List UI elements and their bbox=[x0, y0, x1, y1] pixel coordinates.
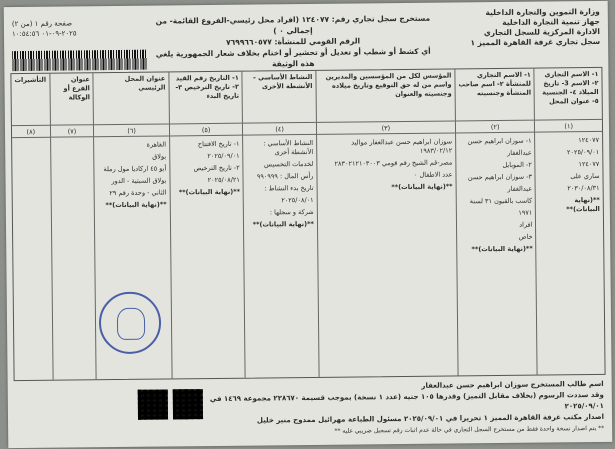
cell-line: ٢٠٢٥/٠٨/٠١ bbox=[281, 195, 314, 205]
document-page bbox=[4, 1, 613, 448]
column-number: (١) bbox=[535, 120, 602, 133]
end-of-data: **(نهاية البيانات)** bbox=[178, 187, 241, 197]
print-timestamp: ٢٠٢٥-٠٩-٠١ ١٠:٥٤:٥٦ bbox=[11, 29, 77, 39]
title-line: أي كشط أو شطب أو تعديل أو تحشير أو اختام بخلاف شعار الجمهورية يلغي هذه الوثيقة bbox=[155, 46, 431, 69]
column-number: (٨) bbox=[12, 126, 50, 138]
column-2 bbox=[454, 69, 537, 376]
column-header: التأشيرات bbox=[11, 74, 49, 126]
cell-line: ساري على bbox=[570, 171, 600, 181]
footer-line: اسم طالب المستخرج سوزان ابراهيم حسن عبدالغفار bbox=[421, 379, 604, 390]
cell-line: مصر-قم الشيخ رقم قومي ٢٨٣٠٢١٢١٠٣٠٠٣ bbox=[334, 158, 453, 168]
column-1 bbox=[534, 68, 605, 375]
column-number: (٤) bbox=[243, 123, 316, 136]
end-of-data: **(نهاية البيانات)** bbox=[105, 200, 167, 210]
cell-line: كاسب بالقيون ٣١ لسنة bbox=[469, 196, 533, 206]
column-body bbox=[12, 138, 50, 146]
column-body bbox=[243, 135, 317, 237]
cell-line: شركة و سجلها : bbox=[269, 207, 314, 217]
footer-line: اصدار مكتب غرفة القاهرة المميز ١ تحريرا في ٢٠٢٥/٠٩/٠١ مسئول الطباعة مهرائيل ممدوح منير خليل bbox=[256, 412, 605, 425]
ministry-line: سجل تجاري غرفة القاهرة المميز ١ bbox=[470, 36, 601, 48]
page-info bbox=[12, 18, 132, 39]
cell-line: عبدالغفار bbox=[507, 148, 532, 157]
footer-notes bbox=[184, 379, 605, 438]
cell-line: ١٩٧١ bbox=[518, 208, 533, 217]
column-body bbox=[456, 133, 536, 262]
cell-line: افراد bbox=[519, 220, 533, 229]
column-body bbox=[51, 137, 94, 145]
cell-line: ٣- سوزان ابراهيم حسن bbox=[467, 172, 532, 182]
column-number: (٢) bbox=[456, 121, 535, 134]
column-number: (٣) bbox=[317, 121, 455, 134]
end-of-data: **(نهاية البيانات)** bbox=[391, 182, 453, 192]
cell-line: ١٢٤٠٧٧ bbox=[578, 135, 600, 145]
cell-line: تاريخ بدء النشاط : bbox=[264, 183, 314, 193]
cell-line: ٢- الموبايل bbox=[502, 160, 532, 169]
cell-line: ٢٠٢٥/٠٩/٠١ bbox=[207, 151, 240, 161]
column-header: المؤسس لكل من المؤسسين والمديرين واسم من له حق التوقيع وتاريخ ميلاده وجنسيته والعنوان bbox=[316, 69, 455, 122]
column-header: ١- التاريخ رقم القيد ٢- تاريخ الترخيص ٣- تاريخ البدء bbox=[169, 72, 242, 125]
column-number: (٥) bbox=[170, 124, 243, 137]
title-line: الرقم القومي للمنشأة: ٧٦٩٩٦٦٠٥٧٧ bbox=[226, 36, 361, 47]
footer-line: وقد سددت الرسوم (بخلاف مقابل التميز) وقدرها ١٠٥ جنيه (عدد ١ نسخة) بموجب قسيمة ٢٢٨٦٧٠ مجموعة ١٤٦٩ في ٢٠٢٥/٠٩/٠١ bbox=[209, 390, 604, 411]
register-table bbox=[10, 67, 605, 381]
column-body bbox=[317, 133, 456, 199]
title-line: مستخرج سجل تجاري رقم: ١٢٤٠٧٧ (افراد محل رئيسي-الفروع القائمة- من إجمالي ٠ ) bbox=[155, 13, 431, 36]
end-of-data: **(نهاية البيانات)** bbox=[471, 244, 533, 254]
column-3 bbox=[315, 69, 457, 376]
column-body bbox=[170, 136, 243, 205]
cell-line: عبدالغفار bbox=[507, 184, 533, 193]
column-number: (٧) bbox=[51, 125, 94, 137]
ministry-line: جهاز تنمية التجارة الداخلية bbox=[502, 16, 600, 27]
column-header: ١- الاسم التجاري للمنشأة ٢- اسم صاحب المنشأة وجنسيته bbox=[455, 69, 534, 122]
official-seal-stamp bbox=[99, 292, 162, 355]
column-5 bbox=[168, 72, 245, 379]
cell-line: ٢٠٣٠/٠٨/٣١ bbox=[567, 183, 600, 193]
column-number: (٦) bbox=[94, 124, 169, 137]
cell-line: ٢٠٢٥/٠٨/٢١ bbox=[207, 175, 240, 185]
end-of-data: **(نهاية البيانات)** bbox=[566, 195, 600, 214]
barcode bbox=[12, 50, 147, 71]
column-header: النشاط الأساسي - الأنشطة الأخرى bbox=[243, 71, 316, 124]
qr-code bbox=[173, 389, 203, 419]
column-header: ١- الاسم التجاري ٢- الاسم 3- تاريخ الميلاد ٤- الجنسية ٥- عنوان المحل bbox=[535, 68, 602, 121]
cell-line: لخدمات التخسيس bbox=[263, 159, 314, 169]
cell-line: رأس المال : ٩٩٠٩٩٩ bbox=[256, 171, 314, 181]
end-of-data: **(نهاية البيانات)** bbox=[252, 219, 314, 229]
cell-line: بولاق السبتية - الدور bbox=[111, 176, 167, 186]
cell-line: ١- سوزان ابراهيم حسن bbox=[467, 136, 532, 146]
column-4 bbox=[242, 71, 319, 378]
ministry-line: وزارة التموين والتجارة الداخلية bbox=[485, 6, 600, 18]
column-body bbox=[94, 136, 169, 217]
column-8 bbox=[11, 74, 52, 380]
cell-line: ٢- تاريخ الترخيص bbox=[193, 163, 240, 173]
cell-line: سوزان ابراهيم حسن عبدالغفار مواليد ١٩٨٣/٠٢/١٢ bbox=[351, 137, 453, 155]
column-header: عنوان المحل الرئيسي bbox=[94, 72, 169, 125]
cell-line: ١٢٤٠٧٧ bbox=[578, 159, 600, 169]
column-body bbox=[535, 132, 602, 222]
column-7 bbox=[49, 73, 96, 379]
ministry-header bbox=[450, 7, 600, 49]
ministry-line: الادارة المركزية للسجل التجاري bbox=[483, 26, 601, 38]
column-header: عنوان الفرع أو الوكالة bbox=[50, 73, 93, 125]
page-number: صفحة رقم ١ (من ٢) bbox=[11, 19, 73, 29]
cell-line: ٢٠٢٥/٠٩/٠١ bbox=[566, 147, 600, 157]
cell-line: النشاط الأساسي : الأنشطة أخرى bbox=[263, 138, 314, 157]
cell-line: بولاق bbox=[152, 152, 167, 161]
cell-line: أبو ٤٥ اركاديا مول رملة bbox=[103, 164, 167, 174]
qr-code bbox=[138, 389, 168, 419]
footer-line: ** يتم اصدار نسخة واحدة فقط من مستخرج السجل التجاري في حالة عدم اثبات رقم تسجيل ضريبي عليه ** bbox=[334, 424, 605, 435]
cell-line: ١- تاريخ الافتتاح bbox=[197, 139, 240, 149]
cell-line: الثاني - وحدة رقم ٢٩ bbox=[109, 188, 167, 198]
cell-line: خاص bbox=[518, 232, 533, 241]
document-title bbox=[148, 13, 439, 71]
cell-line: عدد الاطفال ٠ bbox=[413, 170, 453, 179]
cell-line: القاهرة bbox=[146, 140, 167, 149]
